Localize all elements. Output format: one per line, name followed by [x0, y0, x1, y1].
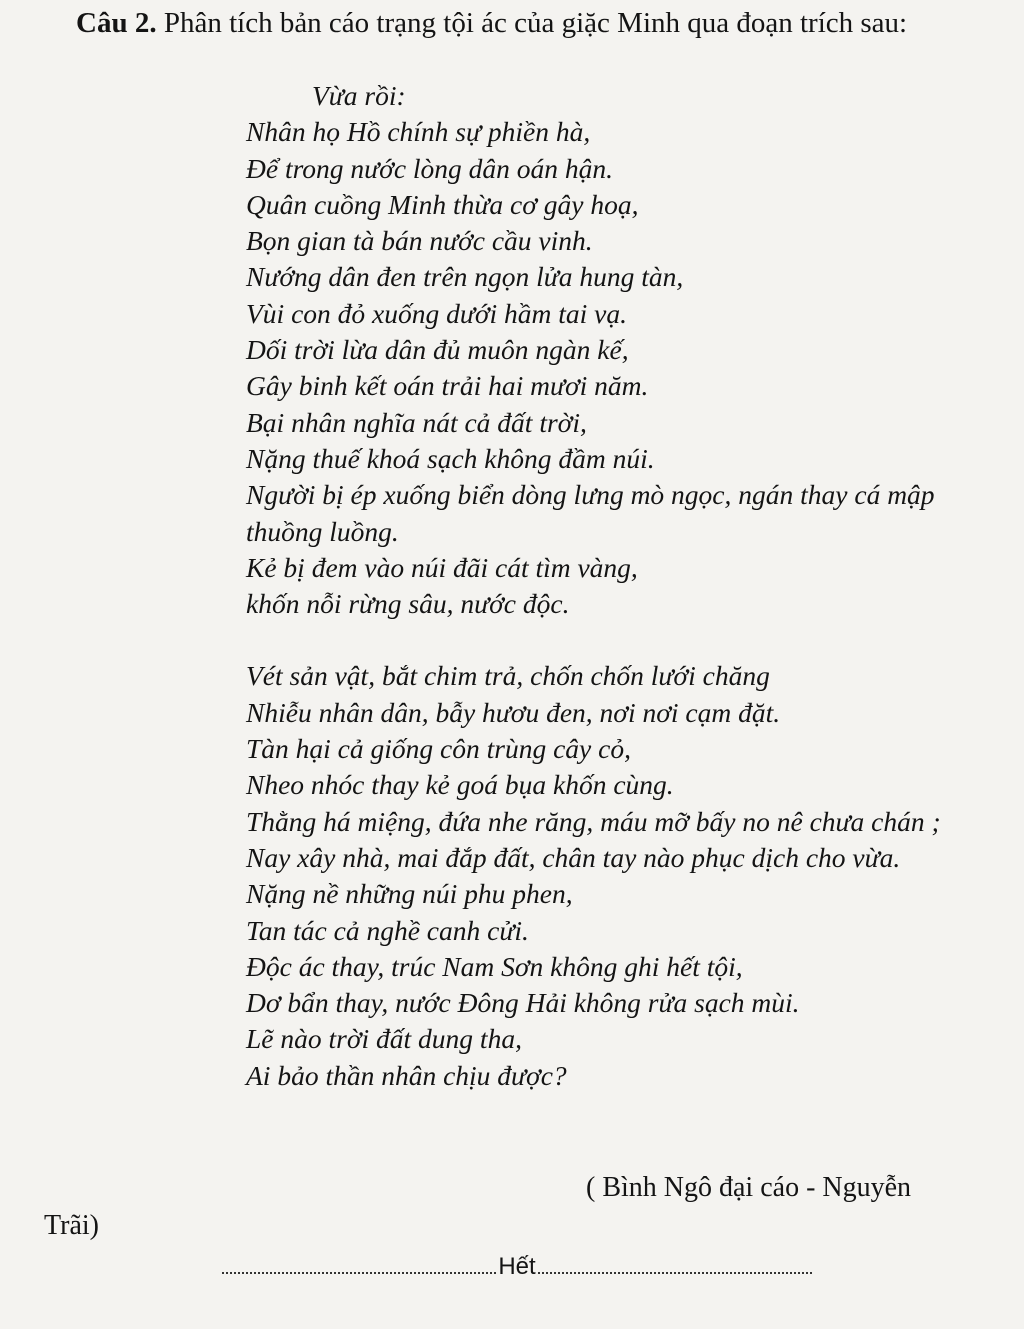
question-text: Phân tích bản cáo trạng tội ác của giặc Minh qua đoạn trích sau:	[156, 7, 908, 39]
poem-line: Thằng há miệng, đứa nhe răng, máu mỡ bấy no nê chưa chán ;	[246, 805, 941, 837]
poem-line: Quân cuồng Minh thừa cơ gây hoạ,	[246, 188, 639, 220]
question-heading	[76, 4, 976, 42]
poem-line: Nheo nhóc thay kẻ goá bụa khốn cùng.	[246, 769, 674, 801]
end-marker	[222, 1250, 812, 1281]
poem-line: Nướng dân đen trên ngọn lửa hung tàn,	[246, 261, 684, 293]
poem-line: Để trong nước lòng dân oán hận.	[246, 152, 614, 184]
poem-line: Kẻ bị đem vào núi đãi cát tìm vàng,	[246, 551, 638, 583]
end-label: Hết	[498, 1253, 536, 1280]
poem-line: Người bị ép xuống biển dòng lưng mò ngọc, ngán thay cá mập thuồng luồng.	[246, 479, 935, 547]
poem-line: khốn nỗi rừng sâu, nước độc.	[246, 588, 570, 620]
poem-line: Vừa rồi:	[312, 80, 406, 111]
poem-line: Nhiễu nhân dân, bẫy hươu đen, nơi nơi cạm đặt.	[246, 696, 781, 728]
poem-line: Gây binh kết oán trải hai mươi năm.	[246, 370, 649, 402]
poem-line: Độc ác thay, trúc Nam Sơn không ghi hết tội,	[246, 950, 743, 982]
poem-line: Vét sản vật, bắt chim trả, chốn chốn lưới chăng	[246, 660, 770, 692]
poem-line: Dối trời lừa dân đủ muôn ngàn kế,	[246, 334, 629, 366]
source-citation-continued: Trãi)	[44, 1210, 99, 1241]
poem-line: Ai bảo thần nhân chịu được?	[246, 1059, 567, 1091]
stanza-gap	[246, 622, 976, 658]
poem-excerpt	[246, 78, 976, 1094]
poem-line: Vùi con đỏ xuống dưới hầm tai vạ.	[246, 297, 628, 329]
poem-line: Dơ bẩn thay, nước Đông Hải không rửa sạch mùi.	[246, 987, 800, 1019]
dotted-rule-right	[538, 1250, 812, 1274]
poem-line: Lẽ nào trời đất dung tha,	[246, 1023, 522, 1055]
poem-line: Nặng thuế khoá sạch không đầm núi.	[246, 442, 655, 474]
poem-line: Tan tác cả nghề canh cửi.	[246, 914, 529, 946]
poem-line: Bọn gian tà bán nước cầu vinh.	[246, 225, 593, 257]
poem-line: Nặng nề những núi phu phen,	[246, 878, 573, 910]
dotted-rule-left	[222, 1250, 496, 1274]
poem-line: Bại nhân nghĩa nát cả đất trời,	[246, 406, 587, 438]
poem-line: Tàn hại cả giống côn trùng cây cỏ,	[246, 733, 631, 765]
question-number: Câu 2.	[76, 7, 157, 39]
poem-line: Nay xây nhà, mai đắp đất, chân tay nào phục dịch cho vừa.	[246, 841, 901, 873]
source-citation: ( Bình Ngô đại cáo - Nguyễn	[586, 1172, 912, 1203]
poem-line: Nhân họ Hồ chính sự phiền hà,	[246, 116, 591, 148]
